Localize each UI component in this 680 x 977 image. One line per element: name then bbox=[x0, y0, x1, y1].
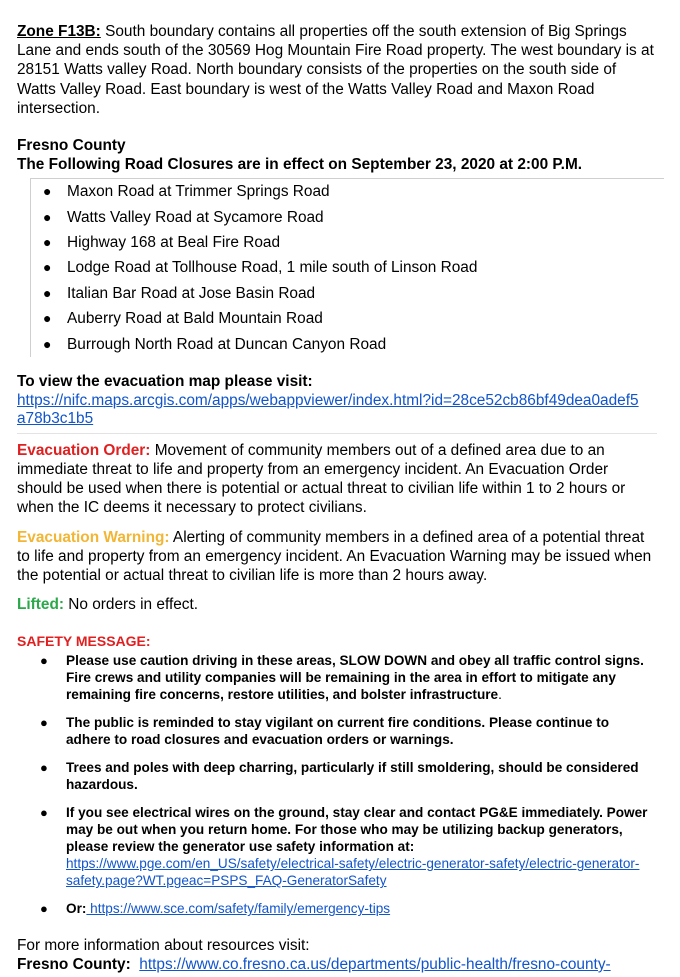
safety-text: Trees and poles with deep charring, particularly if still smoldering, should be considered hazardous. bbox=[66, 760, 639, 793]
bullet-icon: ● bbox=[43, 284, 52, 301]
road-closures-list bbox=[30, 178, 664, 357]
list-item bbox=[31, 230, 664, 255]
emergency-tips-link[interactable]: https://www.sce.com/safety/family/emergency-tips bbox=[86, 901, 391, 917]
bullet-icon: ● bbox=[43, 183, 52, 200]
closure-text: Highway 168 at Beal Fire Road bbox=[67, 233, 281, 251]
bullet-icon: ● bbox=[43, 335, 52, 352]
list-item bbox=[31, 281, 664, 306]
zone-text: South boundary contains all properties off the south extension of Big Springs Lane and ends south of the 30569 Hog Mountain Fire Road property. The west boundary is at 28151 Watts valley Road. North boundary consists of the properties on the south side of Watts Valley Road. East boundary is west of the Watts Valley Road and Maxon Road intersection. bbox=[17, 23, 654, 117]
zone-label: Zone F13B: bbox=[17, 23, 101, 40]
list-item bbox=[39, 652, 651, 703]
evacuation-warning-text: Alerting of community members in a defined area of a potential threat to life and property from an emergency incident. An Evacuation Warning may be issued when the potential or actual threat to civilian life is more than 2 hours away. bbox=[17, 528, 652, 584]
evacuation-warning-definition bbox=[17, 528, 657, 586]
closure-text: Lodge Road at Tollhouse Road, 1 mile south of Linson Road bbox=[67, 259, 478, 277]
lifted-text: No orders in effect. bbox=[64, 596, 199, 614]
bullet-icon: ● bbox=[40, 653, 48, 669]
evacuation-order-term: Evacuation Order: bbox=[17, 441, 151, 459]
bullet-icon: ● bbox=[43, 259, 52, 276]
county-heading: Fresno County bbox=[17, 137, 126, 155]
advisory-document bbox=[17, 22, 657, 975]
lifted-definition bbox=[17, 595, 657, 614]
list-item bbox=[31, 179, 664, 204]
safety-colon: : bbox=[409, 839, 415, 855]
bullet-icon: ● bbox=[40, 760, 48, 776]
evacuation-warning-term: Evacuation Warning: bbox=[17, 528, 170, 546]
safety-heading: SAFETY MESSAGE: bbox=[17, 633, 151, 650]
safety-label: Or: bbox=[66, 901, 87, 917]
closures-heading: The Following Road Closures are in effect on September 23, 2020 at 2:00 P.M. bbox=[17, 155, 583, 173]
list-item bbox=[39, 900, 651, 917]
map-heading: To view the evacuation map please visit: bbox=[17, 372, 313, 390]
bullet-icon: ● bbox=[43, 233, 52, 250]
zone-description bbox=[17, 22, 657, 118]
list-item bbox=[39, 804, 651, 889]
safety-text: Please use caution driving in these areas, SLOW DOWN and obey all traffic control signs. Fire crews and utility companies will be remaining in the area in effort to mitigate any remaining fire concerns, restore utilities, and bolster infrastructure bbox=[66, 653, 644, 703]
lifted-term: Lifted: bbox=[17, 596, 65, 614]
resources-intro: For more information about resources visit: bbox=[17, 937, 310, 955]
bullet-icon: ● bbox=[40, 901, 48, 917]
closure-text: Burrough North Road at Duncan Canyon Road bbox=[67, 335, 387, 353]
list-item bbox=[31, 255, 664, 280]
evacuation-order-definition bbox=[17, 441, 657, 518]
list-item bbox=[31, 332, 664, 357]
bullet-icon: ● bbox=[40, 715, 48, 731]
bullet-icon: ● bbox=[43, 310, 52, 327]
list-item bbox=[31, 205, 664, 230]
list-item bbox=[39, 714, 651, 748]
evacuation-map-link[interactable]: https://nifc.maps.arcgis.com/apps/webappviewer/index.html?id=28ce52cb86bf49dea0adef5a78b3c1b5 bbox=[17, 391, 639, 428]
safety-text: The public is reminded to stay vigilant on current fire conditions. Please continue to adhere to road closures and evacuation orders or warnings. bbox=[66, 715, 610, 748]
closure-text: Italian Bar Road at Jose Basin Road bbox=[67, 284, 316, 302]
bullet-icon: ● bbox=[40, 805, 48, 821]
list-item bbox=[31, 306, 664, 331]
fresno-county-link[interactable]: https://www.co.fresno.ca.us/departments/public-health/fresno-county- bbox=[139, 955, 611, 973]
evacuation-order-text: Movement of community members out of a defined area due to an immediate threat to life and property from an emergency incident. An Evacuation Order should be used when there is potential or actual threat to civilian life within 1 to 2 hours or when the IC deems it necessary to protect civilians. bbox=[17, 441, 626, 517]
divider bbox=[17, 433, 657, 434]
closure-text: Watts Valley Road at Sycamore Road bbox=[67, 208, 324, 226]
bullet-icon: ● bbox=[43, 208, 52, 225]
fresno-label: Fresno County: bbox=[17, 955, 131, 973]
safety-message-list bbox=[39, 652, 651, 917]
list-item bbox=[39, 759, 651, 793]
closure-text: Maxon Road at Trimmer Springs Road bbox=[67, 183, 330, 201]
safety-text: If you see electrical wires on the ground, stay clear and contact PG&E immediately. Power may be out when you return home. For those who may be utilizing backup generators, please review the generator use safety information at bbox=[66, 805, 648, 855]
generator-safety-link[interactable]: https://www.pge.com/en_US/safety/electrical-safety/electric-generator-safety/electric-generator-safety.page?WT.pgeac=PSPS_FAQ-GeneratorSafety bbox=[66, 856, 640, 889]
fresno-resources-line bbox=[17, 956, 657, 975]
safety-text-end: . bbox=[498, 687, 502, 703]
closure-text: Auberry Road at Bald Mountain Road bbox=[67, 310, 323, 328]
